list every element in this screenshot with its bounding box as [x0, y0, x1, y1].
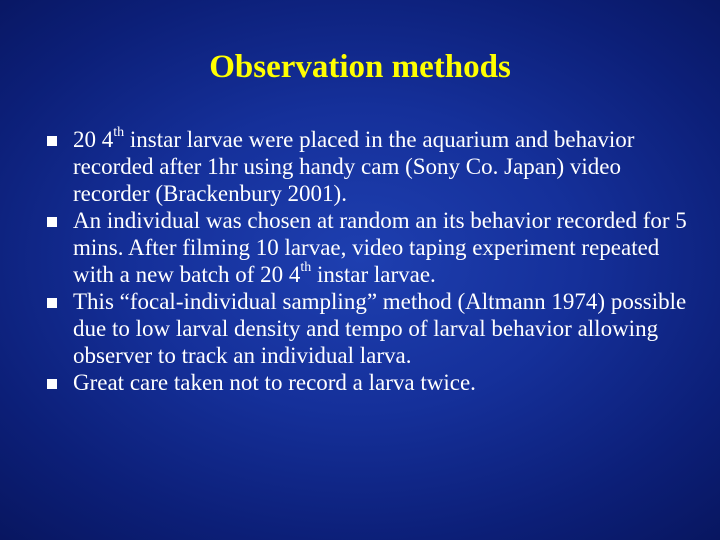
bullet-item — [47, 207, 687, 288]
bullet-text: An individual was chosen at random an its behavior recorded for 5 mins. After filming 10 larvae, video taping experiment repeated with a new batch of 20 4th instar larvae. — [73, 208, 687, 287]
square-bullet-icon — [47, 136, 57, 146]
square-bullet-icon — [47, 379, 57, 389]
square-bullet-icon — [47, 298, 57, 308]
slide-title: Observation methods — [209, 49, 511, 85]
bullet-text: Great care taken not to record a larva twice. — [73, 370, 476, 395]
bullet-text: This “focal-individual sampling” method (Altmann 1974) possible due to low larval density and tempo of larval behavior allowing observer to track an individual larva. — [73, 289, 687, 368]
bullet-item — [47, 369, 687, 396]
bullet-item — [47, 126, 687, 207]
bullet-list — [47, 126, 687, 396]
square-bullet-icon — [47, 217, 57, 227]
bullet-item — [47, 288, 687, 369]
bullet-text: 20 4th instar larvae were placed in the aquarium and behavior recorded after 1hr using handy cam (Sony Co. Japan) video recorder (Brackenbury 2001). — [73, 125, 635, 206]
